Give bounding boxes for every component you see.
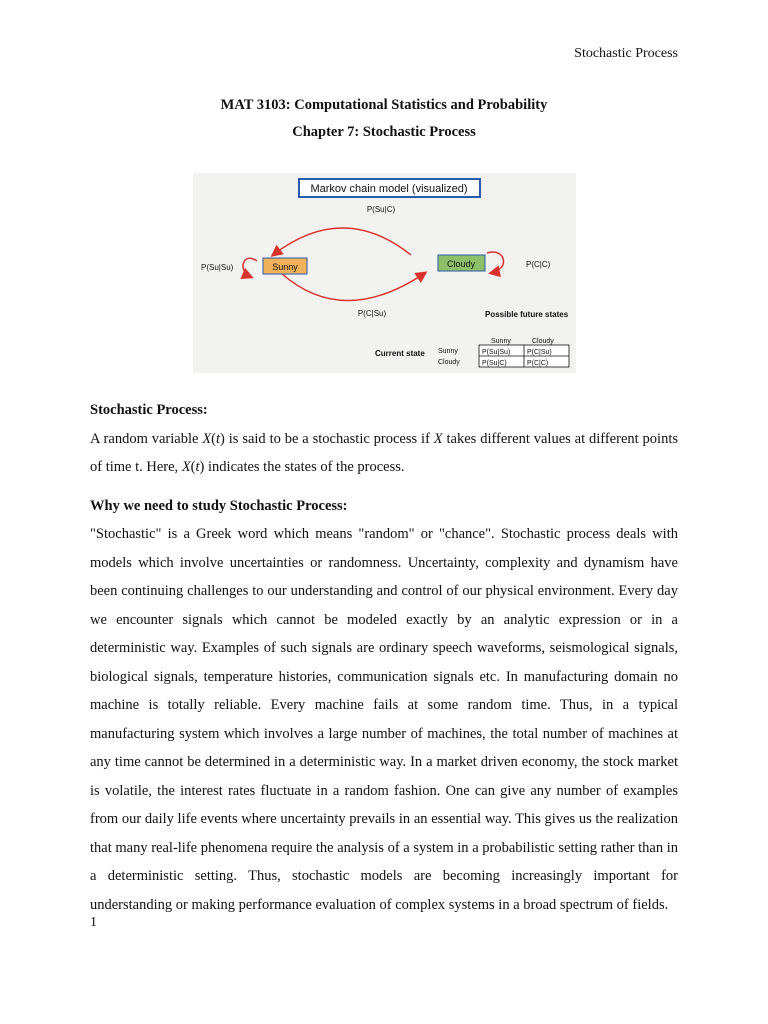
chapter-title: Chapter 7: Stochastic Process (292, 124, 476, 140)
state-cloudy-label: Cloudy (446, 259, 476, 269)
cell-sunny-sunny: P(Su|Su) (482, 349, 511, 356)
figure-title: Markov chain model (visualized) (310, 183, 468, 195)
table-row-cloudy: Cloudy (438, 359, 460, 366)
table-row-sunny: Sunny (438, 348, 458, 355)
cell-cloudy-cloudy: P(C|C) (527, 360, 549, 367)
section-stochastic-process-heading: Stochastic Process: (90, 402, 208, 418)
document-content (90, 396, 678, 919)
section-why-study-text: "Stochastic" is a Greek word which means "random" or "chance". Stochastic process deals with models which involve uncertainties or randomness. Uncertainty, complexity and dynamism have been continuing challenges to our understanding and control of our physical environment. Every day we encounter signals which cannot be modeled exactly by an analytic expression or in a deterministic way. Examples of such signals are ordinary speech waveforms, seismological signals, biological signals, temperature histories, communication signals etc. In manufacturing domain no machine is totally reliable. Every machine fails at some random time. Thus, in a typical manufacturing system which involves a large number of machines, the total number of machines at any time cannot be determined in a deterministic way. In a market driven economy, the stock market is volatile, the interest rates fluctuate in a random fashion. One can give any number of examples from our daily life events where uncertainty prevails in an essential way. This gives us the realization that many real-life phenomena require the analysis of a system in a probabilistic setting rather than in a deterministic setting. Thus, stochastic models are becoming increasingly important for understanding or making performance evaluation of complex systems in a broad spectrum of fields. (90, 526, 678, 913)
state-sunny-label: Sunny (272, 262, 298, 272)
section-stochastic-process-text: A random variable X(t) is said to be a stochastic process if X takes different values at different points of time t. Here, X(t) indicates the states of the process. (90, 430, 678, 475)
self-loop-sunny (243, 258, 257, 277)
cell-cloudy-sunny: P(Su|C) (482, 360, 507, 367)
markov-chain-figure (193, 173, 576, 373)
self-loop-cloudy (487, 252, 503, 273)
course-title: MAT 3103: Computational Statistics and Probability (220, 97, 548, 113)
title-block (0, 92, 768, 146)
arrow-sunny-to-cloudy (281, 273, 425, 301)
label-p-c-su: P(C|Su) (357, 309, 387, 318)
current-state-label: Current state (375, 349, 425, 358)
label-p-c-c: P(C|C) (526, 260, 551, 269)
running-header: Stochastic Process (574, 46, 678, 61)
table-col-cloudy: Cloudy (532, 338, 554, 345)
markov-chain-diagram (193, 173, 576, 373)
cell-sunny-cloudy: P(C|Su) (527, 349, 552, 356)
page-number: 1 (90, 915, 97, 930)
arrow-cloudy-to-sunny (273, 228, 411, 255)
table-col-sunny: Sunny (491, 338, 511, 345)
section-why-study-heading: Why we need to study Stochastic Process: (90, 497, 348, 514)
future-states-label: Possible future states (485, 310, 569, 319)
label-p-su-su: P(Su|Su) (201, 263, 234, 272)
label-p-su-c: P(Su|C) (366, 205, 396, 214)
